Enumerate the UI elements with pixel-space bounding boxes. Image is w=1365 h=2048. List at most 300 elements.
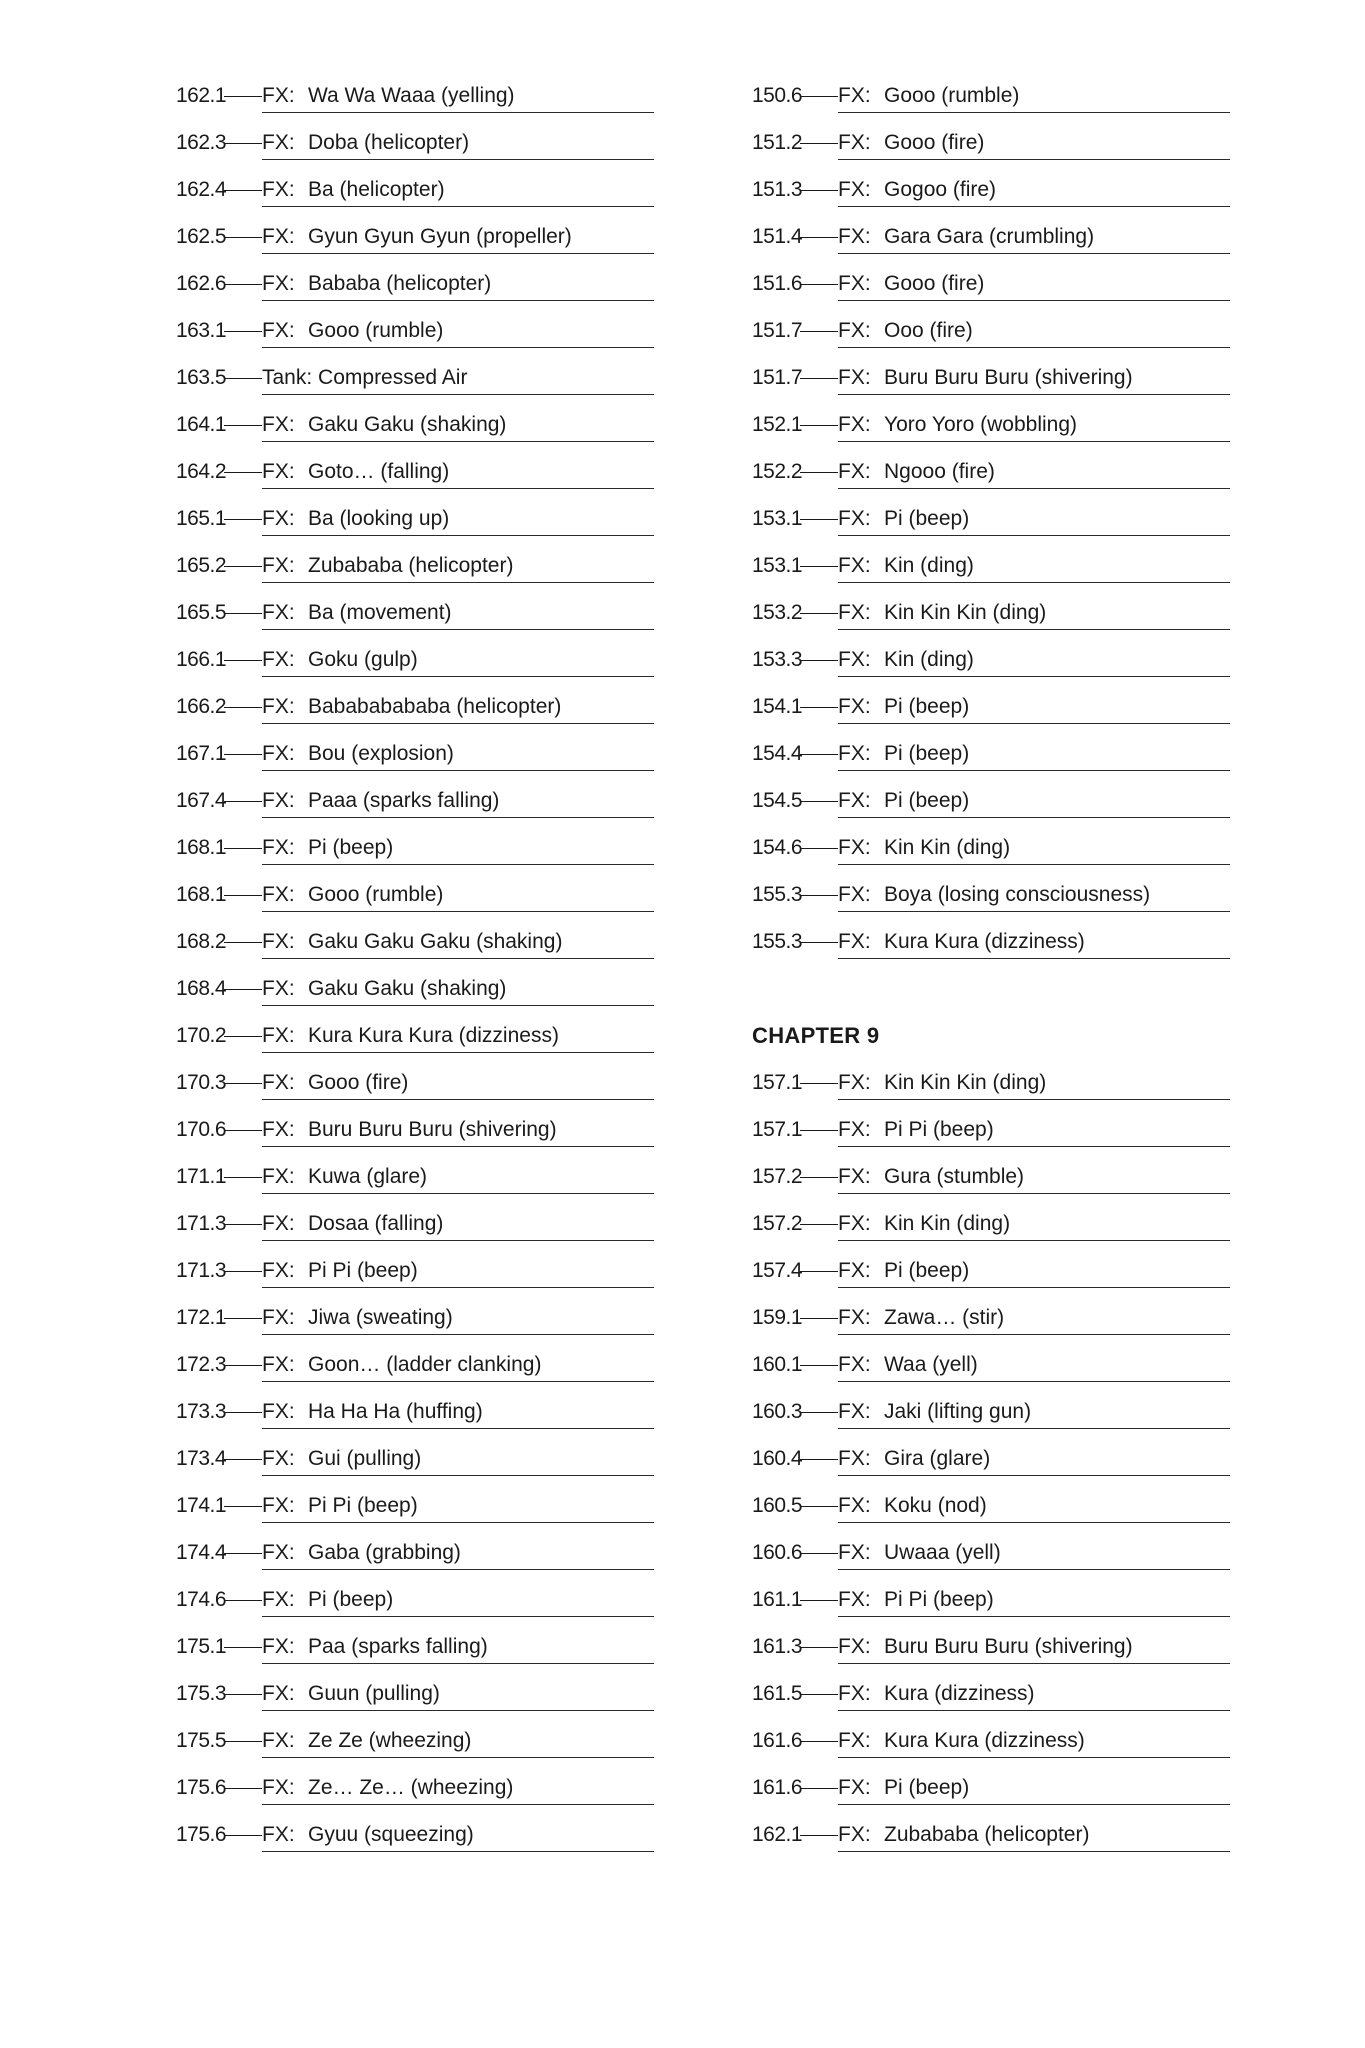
entry-translation: Ze… Ze… (wheezing) bbox=[308, 1776, 514, 1799]
entry-type-label: FX: bbox=[838, 648, 871, 671]
entry-translation: Kura Kura Kura (dizziness) bbox=[308, 1024, 559, 1047]
sfx-entry bbox=[176, 1400, 666, 1447]
entry-translation: Ba (movement) bbox=[308, 601, 452, 624]
leader-dash bbox=[224, 930, 262, 943]
entry-type-label: FX: bbox=[838, 1118, 871, 1141]
leader-dash bbox=[800, 1776, 838, 1789]
entry-translation: Ooo (fire) bbox=[884, 319, 973, 342]
entry-translation: Gui (pulling) bbox=[308, 1447, 422, 1470]
leader-dash bbox=[224, 178, 262, 191]
sfx-entry bbox=[752, 1071, 1242, 1118]
page-panel-number: 161.6 bbox=[752, 1729, 803, 1752]
entry-translation: Kin Kin Kin (ding) bbox=[884, 1071, 1047, 1094]
entry-underline-field bbox=[262, 460, 654, 484]
entry-type-label: FX: bbox=[838, 460, 871, 483]
sfx-entry bbox=[752, 1494, 1242, 1541]
page-panel-number: 157.2 bbox=[752, 1212, 803, 1235]
sfx-entry bbox=[752, 695, 1242, 742]
leader-dash bbox=[224, 1259, 262, 1272]
entry-translation: Buru Buru Buru (shivering) bbox=[884, 366, 1133, 389]
page-panel-number: 162.1 bbox=[752, 1823, 803, 1846]
page-panel-number: 164.1 bbox=[176, 413, 227, 436]
entry-translation: Dosaa (falling) bbox=[308, 1212, 444, 1235]
sfx-entry bbox=[752, 413, 1242, 460]
leader-dash bbox=[224, 84, 262, 97]
sfx-entry bbox=[752, 366, 1242, 413]
leader-dash bbox=[800, 648, 838, 661]
sfx-entry bbox=[176, 1635, 666, 1682]
entry-underline-field bbox=[262, 178, 654, 202]
sfx-entry bbox=[176, 977, 666, 1024]
page-panel-number: 153.2 bbox=[752, 601, 803, 624]
page-panel-number: 160.3 bbox=[752, 1400, 803, 1423]
entry-underline-field bbox=[262, 1823, 654, 1847]
entry-type-label: FX: bbox=[838, 789, 871, 812]
sfx-entry bbox=[752, 1776, 1242, 1823]
entry-type-label: FX: bbox=[262, 178, 295, 201]
entry-type-label: FX: bbox=[262, 84, 295, 107]
sfx-entry bbox=[176, 1024, 666, 1071]
page-panel-number: 162.5 bbox=[176, 225, 227, 248]
entry-underline-field bbox=[838, 742, 1230, 766]
sfx-entry bbox=[176, 1071, 666, 1118]
leader-dash bbox=[800, 1447, 838, 1460]
entry-underline-field bbox=[838, 1635, 1230, 1659]
entry-underline-field bbox=[838, 507, 1230, 531]
sfx-entry bbox=[176, 1447, 666, 1494]
entry-translation: Ngooo (fire) bbox=[884, 460, 995, 483]
leader-dash bbox=[800, 507, 838, 520]
sfx-entry bbox=[176, 1259, 666, 1306]
entry-type-label: FX: bbox=[838, 1447, 871, 1470]
entry-type-label: FX: bbox=[838, 272, 871, 295]
page-panel-number: 167.1 bbox=[176, 742, 227, 765]
entry-type-label: FX: bbox=[262, 413, 295, 436]
leader-dash bbox=[800, 1353, 838, 1366]
entry-translation: Gooo (fire) bbox=[308, 1071, 409, 1094]
entry-underline-field bbox=[262, 413, 654, 437]
leader-dash bbox=[800, 789, 838, 802]
entry-type-label: FX: bbox=[262, 1165, 295, 1188]
entry-translation: Zawa… (stir) bbox=[884, 1306, 1005, 1329]
entry-underline-field bbox=[838, 319, 1230, 343]
leader-dash bbox=[224, 977, 262, 990]
entry-translation: Kuwa (glare) bbox=[308, 1165, 428, 1188]
page-panel-number: 168.2 bbox=[176, 930, 227, 953]
sfx-entry bbox=[176, 1588, 666, 1635]
entry-underline-field bbox=[262, 1024, 654, 1048]
sfx-entry bbox=[752, 554, 1242, 601]
leader-dash bbox=[224, 742, 262, 755]
entry-type-label: FX: bbox=[838, 1306, 871, 1329]
left-column bbox=[176, 84, 666, 1870]
sfx-entry bbox=[752, 1353, 1242, 1400]
entry-underline-field bbox=[838, 1400, 1230, 1424]
leader-dash bbox=[224, 1212, 262, 1225]
sfx-entry bbox=[752, 1682, 1242, 1729]
entry-type-label: FX: bbox=[838, 413, 871, 436]
sfx-entry bbox=[176, 742, 666, 789]
leader-dash bbox=[800, 836, 838, 849]
page-panel-number: 168.4 bbox=[176, 977, 227, 1000]
entry-type-label: FX: bbox=[262, 1588, 295, 1611]
entry-type-label: FX: bbox=[262, 930, 295, 953]
entry-type-label: FX: bbox=[838, 366, 871, 389]
sfx-entry bbox=[752, 836, 1242, 883]
sfx-entry bbox=[176, 507, 666, 554]
entry-type-label: FX: bbox=[838, 1776, 871, 1799]
leader-dash bbox=[800, 1118, 838, 1131]
page-panel-number: 153.1 bbox=[752, 507, 803, 530]
entry-underline-field bbox=[838, 836, 1230, 860]
leader-dash bbox=[800, 460, 838, 473]
entry-type-label: FX: bbox=[838, 84, 871, 107]
page-panel-number: 162.6 bbox=[176, 272, 227, 295]
page-panel-number: 163.5 bbox=[176, 366, 227, 389]
page-panel-number: 164.2 bbox=[176, 460, 227, 483]
leader-dash bbox=[224, 460, 262, 473]
entry-translation: Pi (beep) bbox=[308, 836, 394, 859]
entry-underline-field bbox=[838, 1353, 1230, 1377]
leader-dash bbox=[224, 413, 262, 426]
page-panel-number: 154.1 bbox=[752, 695, 803, 718]
entry-translation: Pi (beep) bbox=[884, 507, 970, 530]
entry-translation: Pi (beep) bbox=[884, 742, 970, 765]
sfx-entry bbox=[176, 883, 666, 930]
entry-type-label: FX: bbox=[838, 1353, 871, 1376]
right-column-top-list bbox=[752, 84, 1242, 977]
page-panel-number: 165.1 bbox=[176, 507, 227, 530]
entry-translation: Kura Kura (dizziness) bbox=[884, 930, 1085, 953]
entry-type-label: FX: bbox=[262, 1682, 295, 1705]
page-panel-number: 157.1 bbox=[752, 1118, 803, 1141]
sfx-entry bbox=[752, 319, 1242, 366]
leader-dash bbox=[224, 648, 262, 661]
entry-translation: Wa Wa Waaa (yelling) bbox=[308, 84, 515, 107]
entry-translation: Buru Buru Buru (shivering) bbox=[884, 1635, 1133, 1658]
entry-type-label: FX: bbox=[838, 836, 871, 859]
page-panel-number: 170.6 bbox=[176, 1118, 227, 1141]
entry-type-label: FX: bbox=[838, 1682, 871, 1705]
entry-type-label: FX: bbox=[262, 883, 295, 906]
entry-translation: Paaa (sparks falling) bbox=[308, 789, 500, 812]
page-panel-number: 157.2 bbox=[752, 1165, 803, 1188]
sfx-entry bbox=[176, 695, 666, 742]
entry-translation: Pi Pi (beep) bbox=[308, 1494, 418, 1517]
entry-type-label: FX: bbox=[262, 742, 295, 765]
leader-dash bbox=[800, 695, 838, 708]
page-panel-number: 175.6 bbox=[176, 1776, 227, 1799]
page-panel-number: 173.4 bbox=[176, 1447, 227, 1470]
entry-translation: Waa (yell) bbox=[884, 1353, 978, 1376]
entry-underline-field bbox=[262, 648, 654, 672]
sfx-entry bbox=[752, 883, 1242, 930]
sfx-entry bbox=[752, 178, 1242, 225]
entry-type-label: FX: bbox=[262, 272, 295, 295]
sfx-entry bbox=[176, 178, 666, 225]
entry-translation: Uwaaa (yell) bbox=[884, 1541, 1001, 1564]
entry-type-label: FX: bbox=[262, 836, 295, 859]
entry-translation: Paa (sparks falling) bbox=[308, 1635, 488, 1658]
entry-translation: Bababa (helicopter) bbox=[308, 272, 492, 295]
entry-translation: Gooo (rumble) bbox=[308, 319, 444, 342]
entry-underline-field bbox=[262, 1306, 654, 1330]
entry-translation: Babababababa (helicopter) bbox=[308, 695, 562, 718]
entry-type-label: FX: bbox=[838, 1400, 871, 1423]
sfx-entry bbox=[176, 1118, 666, 1165]
leader-dash bbox=[800, 1588, 838, 1601]
page-panel-number: 151.4 bbox=[752, 225, 803, 248]
leader-dash bbox=[800, 1306, 838, 1319]
entry-underline-field bbox=[262, 1729, 654, 1753]
leader-dash bbox=[800, 1729, 838, 1742]
entry-type-label: FX: bbox=[838, 930, 871, 953]
entry-underline-field bbox=[838, 789, 1230, 813]
entry-type-label: FX: bbox=[838, 695, 871, 718]
page-panel-number: 172.3 bbox=[176, 1353, 227, 1376]
sfx-entry bbox=[176, 1494, 666, 1541]
entry-underline-field bbox=[262, 883, 654, 907]
sfx-entry bbox=[752, 1541, 1242, 1588]
entry-translation: Zubababa (helicopter) bbox=[308, 554, 514, 577]
leader-dash bbox=[224, 507, 262, 520]
sfx-entry bbox=[752, 131, 1242, 178]
page-panel-number: 173.3 bbox=[176, 1400, 227, 1423]
entry-type-label: FX: bbox=[262, 1212, 295, 1235]
entry-underline-field bbox=[262, 836, 654, 860]
sfx-entry bbox=[752, 272, 1242, 319]
page-panel-number: 154.6 bbox=[752, 836, 803, 859]
leader-dash bbox=[224, 366, 262, 379]
section-spacer bbox=[752, 977, 1242, 1024]
entry-type-label: FX: bbox=[838, 1494, 871, 1517]
entry-type-label: FX: bbox=[262, 1823, 295, 1846]
leader-dash bbox=[800, 1212, 838, 1225]
entry-underline-field bbox=[838, 460, 1230, 484]
page-panel-number: 151.2 bbox=[752, 131, 803, 154]
entry-type-label: FX: bbox=[838, 742, 871, 765]
leader-dash bbox=[224, 1165, 262, 1178]
leader-dash bbox=[224, 1353, 262, 1366]
entry-type-label: FX: bbox=[838, 1588, 871, 1611]
page-panel-number: 162.1 bbox=[176, 84, 227, 107]
entry-type-label: FX: bbox=[838, 554, 871, 577]
entry-underline-field bbox=[262, 1400, 654, 1424]
sfx-entry bbox=[176, 789, 666, 836]
leader-dash bbox=[800, 1071, 838, 1084]
entry-type-label: FX: bbox=[262, 1071, 295, 1094]
page-panel-number: 160.1 bbox=[752, 1353, 803, 1376]
page-panel-number: 153.1 bbox=[752, 554, 803, 577]
page-panel-number: 168.1 bbox=[176, 883, 227, 906]
leader-dash bbox=[224, 1118, 262, 1131]
entry-underline-field bbox=[262, 1682, 654, 1706]
entry-translation: Kura Kura (dizziness) bbox=[884, 1729, 1085, 1752]
entry-type-label: FX: bbox=[262, 1259, 295, 1282]
page-panel-number: 157.1 bbox=[752, 1071, 803, 1094]
entry-translation: Kin (ding) bbox=[884, 554, 974, 577]
entry-translation: Gooo (rumble) bbox=[884, 84, 1020, 107]
sfx-entry bbox=[752, 1588, 1242, 1635]
entry-type-label: FX: bbox=[838, 1635, 871, 1658]
page-panel-number: 174.6 bbox=[176, 1588, 227, 1611]
entry-underline-field bbox=[838, 272, 1230, 296]
entry-translation: Pi (beep) bbox=[884, 695, 970, 718]
page-panel-number: 175.6 bbox=[176, 1823, 227, 1846]
entry-underline-field bbox=[838, 648, 1230, 672]
entry-underline-field bbox=[838, 1729, 1230, 1753]
sfx-entry bbox=[752, 1118, 1242, 1165]
page-panel-number: 151.7 bbox=[752, 319, 803, 342]
page-panel-number: 162.4 bbox=[176, 178, 227, 201]
leader-dash bbox=[800, 1259, 838, 1272]
page-panel-number: 175.1 bbox=[176, 1635, 227, 1658]
entry-type-label: FX: bbox=[262, 319, 295, 342]
leader-dash bbox=[224, 1588, 262, 1601]
entry-translation: Goku (gulp) bbox=[308, 648, 418, 671]
page-panel-number: 159.1 bbox=[752, 1306, 803, 1329]
entry-translation: Kura (dizziness) bbox=[884, 1682, 1035, 1705]
entry-type-label: FX: bbox=[262, 977, 295, 1000]
entry-type-label: FX: bbox=[262, 1447, 295, 1470]
sfx-entry bbox=[176, 1682, 666, 1729]
leader-dash bbox=[800, 131, 838, 144]
page-panel-number: 175.5 bbox=[176, 1729, 227, 1752]
entry-type-label: FX: bbox=[838, 883, 871, 906]
sfx-entry bbox=[176, 272, 666, 319]
leader-dash bbox=[800, 178, 838, 191]
page-panel-number: 163.1 bbox=[176, 319, 227, 342]
entry-translation: Pi (beep) bbox=[308, 1588, 394, 1611]
entry-underline-field bbox=[262, 84, 654, 108]
entry-translation: Gaku Gaku (shaking) bbox=[308, 977, 507, 1000]
leader-dash bbox=[224, 1823, 262, 1836]
page-panel-number: 171.3 bbox=[176, 1259, 227, 1282]
page-panel-number: 153.3 bbox=[752, 648, 803, 671]
entry-type-label: FX: bbox=[262, 1541, 295, 1564]
entry-translation: Ba (helicopter) bbox=[308, 178, 445, 201]
leader-dash bbox=[800, 84, 838, 97]
leader-dash bbox=[224, 1024, 262, 1037]
leader-dash bbox=[800, 1823, 838, 1836]
entry-translation: Goon… (ladder clanking) bbox=[308, 1353, 542, 1376]
leader-dash bbox=[224, 225, 262, 238]
entry-translation: Pi (beep) bbox=[884, 1776, 970, 1799]
entry-translation: Kin Kin (ding) bbox=[884, 836, 1011, 859]
page-panel-number: 171.3 bbox=[176, 1212, 227, 1235]
entry-type-label: FX: bbox=[262, 648, 295, 671]
entry-type-label: FX: bbox=[838, 1729, 871, 1752]
entry-underline-field bbox=[838, 178, 1230, 202]
entry-underline-field bbox=[838, 1447, 1230, 1471]
leader-dash bbox=[224, 319, 262, 332]
leader-dash bbox=[224, 1494, 262, 1507]
sfx-entry bbox=[176, 1212, 666, 1259]
entry-underline-field bbox=[262, 366, 654, 390]
sfx-entry bbox=[752, 1823, 1242, 1870]
leader-dash bbox=[224, 1541, 262, 1554]
entry-translation: Pi Pi (beep) bbox=[884, 1588, 994, 1611]
page-panel-number: 155.3 bbox=[752, 883, 803, 906]
entry-underline-field bbox=[262, 1635, 654, 1659]
entry-type-label: FX: bbox=[838, 1071, 871, 1094]
sfx-entry bbox=[176, 1776, 666, 1823]
sfx-entry bbox=[752, 1306, 1242, 1353]
entry-type-label: FX: bbox=[262, 554, 295, 577]
entry-translation: Gaba (grabbing) bbox=[308, 1541, 461, 1564]
leader-dash bbox=[224, 1400, 262, 1413]
page-panel-number: 157.4 bbox=[752, 1259, 803, 1282]
entry-underline-field bbox=[838, 1682, 1230, 1706]
entry-translation: Kin (ding) bbox=[884, 648, 974, 671]
sfx-entry bbox=[176, 319, 666, 366]
entry-underline-field bbox=[262, 225, 654, 249]
entry-underline-field bbox=[262, 554, 654, 578]
leader-dash bbox=[800, 1635, 838, 1648]
entry-translation: Boya (losing consciousness) bbox=[884, 883, 1151, 906]
leader-dash bbox=[800, 742, 838, 755]
sfx-entry bbox=[176, 225, 666, 272]
entry-type-label: FX: bbox=[262, 507, 295, 530]
entry-translation: Gogoo (fire) bbox=[884, 178, 997, 201]
right-column bbox=[752, 84, 1242, 1870]
leader-dash bbox=[800, 1165, 838, 1178]
leader-dash bbox=[224, 131, 262, 144]
page-panel-number: 172.1 bbox=[176, 1306, 227, 1329]
entry-type-label: FX: bbox=[838, 178, 871, 201]
entry-translation: Compressed Air bbox=[318, 366, 468, 389]
page-panel-number: 168.1 bbox=[176, 836, 227, 859]
entry-type-label: FX: bbox=[262, 1729, 295, 1752]
entry-type-label: FX: bbox=[838, 1541, 871, 1564]
entry-type-label: FX: bbox=[838, 601, 871, 624]
sfx-entry bbox=[176, 601, 666, 648]
entry-translation: Yoro Yoro (wobbling) bbox=[884, 413, 1078, 436]
page-panel-number: 170.3 bbox=[176, 1071, 227, 1094]
page-panel-number: 161.6 bbox=[752, 1776, 803, 1799]
entry-type-label: FX: bbox=[262, 225, 295, 248]
entry-translation: Kin Kin Kin (ding) bbox=[884, 601, 1047, 624]
sfx-entry bbox=[752, 930, 1242, 977]
page-panel-number: 161.3 bbox=[752, 1635, 803, 1658]
sfx-entry bbox=[176, 648, 666, 695]
entry-underline-field bbox=[838, 1588, 1230, 1612]
sfx-entry bbox=[752, 648, 1242, 695]
entry-translation: Gura (stumble) bbox=[884, 1165, 1025, 1188]
sfx-entry bbox=[176, 1541, 666, 1588]
entry-type-label: FX: bbox=[262, 695, 295, 718]
entry-type-label: FX: bbox=[262, 1353, 295, 1376]
page-panel-number: 160.4 bbox=[752, 1447, 803, 1470]
sfx-entry bbox=[752, 460, 1242, 507]
sfx-entry bbox=[752, 789, 1242, 836]
page-panel-number: 165.5 bbox=[176, 601, 227, 624]
entry-type-label: FX: bbox=[262, 1400, 295, 1423]
page-panel-number: 170.2 bbox=[176, 1024, 227, 1047]
entry-translation: Ze Ze (wheezing) bbox=[308, 1729, 472, 1752]
sfx-entry bbox=[176, 1306, 666, 1353]
page-panel-number: 162.3 bbox=[176, 131, 227, 154]
sfx-entry bbox=[752, 1447, 1242, 1494]
entry-underline-field bbox=[838, 131, 1230, 155]
entry-underline-field bbox=[838, 883, 1230, 907]
leader-dash bbox=[224, 272, 262, 285]
entry-underline-field bbox=[262, 789, 654, 813]
entry-translation: Pi (beep) bbox=[884, 1259, 970, 1282]
sfx-entry bbox=[752, 1729, 1242, 1776]
sfx-entry bbox=[176, 413, 666, 460]
entry-translation: Ba (looking up) bbox=[308, 507, 450, 530]
